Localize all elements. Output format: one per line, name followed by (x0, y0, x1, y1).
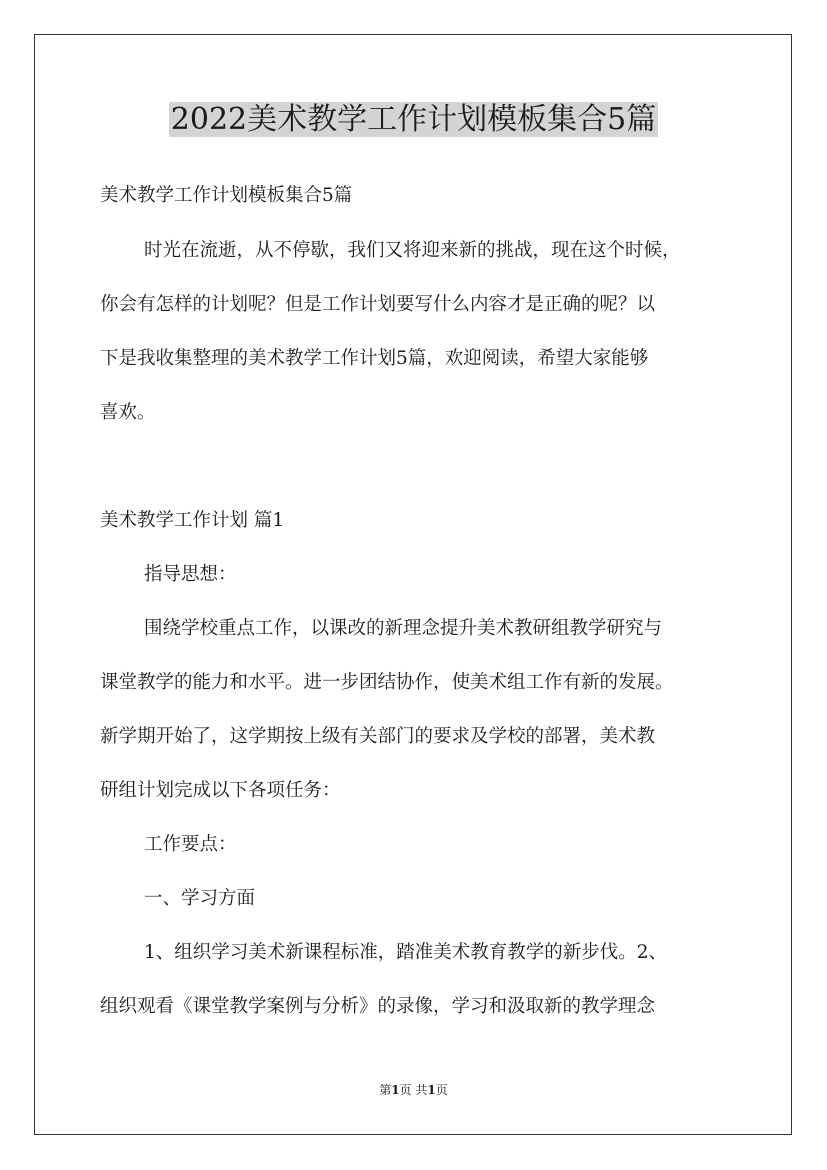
document-title-text: 2022美术教学工作计划模板集合5篇 (170, 102, 657, 137)
guiding-line-1: 围绕学校重点工作，以课改的新理念提升美术教研组教学研究与 (144, 618, 663, 639)
document-subtitle: 美术教学工作计划模板集合5篇 (100, 185, 353, 206)
section-heading: 美术教学工作计划 篇1 (100, 510, 285, 531)
guiding-line-3: 新学期开始了，这学期按上级有关部门的要求及学校的部署，美术教 (100, 726, 656, 747)
page-footer (0, 1082, 827, 1098)
intro-line-3: 下是我收集整理的美术教学工作计划5篇，欢迎阅读，希望大家能够 (100, 348, 649, 369)
guiding-line-2: 课堂教学的能力和水平。进一步团结协作，使美术组工作有新的发展。 (100, 672, 674, 693)
intro-line-2: 你会有怎样的计划呢？但是工作计划要写什么内容才是正确的呢？以 (100, 294, 656, 315)
footer-prefix: 第 (379, 1083, 392, 1097)
study-line-1: 1、组织学习美术新课程标准，踏准美术教育教学的新步伐。2、 (144, 942, 668, 963)
work-points-label: 工作要点： (144, 834, 237, 855)
intro-line-4: 喜欢。 (100, 402, 156, 423)
study-line-2: 组织观看《课堂教学案例与分析》的录像，学习和汲取新的教学理念 (100, 996, 656, 1017)
intro-line-1: 时光在流逝，从不停歇，我们又将迎来新的挑战，现在这个时候， (144, 240, 681, 261)
study-heading: 一、学习方面 (144, 888, 256, 909)
guiding-label: 指导思想： (144, 564, 237, 585)
footer-total-pages: 1 (427, 1083, 436, 1097)
guiding-line-4: 研组计划完成以下各项任务： (100, 780, 341, 801)
footer-mid: 页 共 (399, 1083, 428, 1097)
footer-page-number: 1 (391, 1083, 400, 1097)
footer-suffix: 页 (435, 1083, 448, 1097)
document-title (0, 96, 827, 144)
